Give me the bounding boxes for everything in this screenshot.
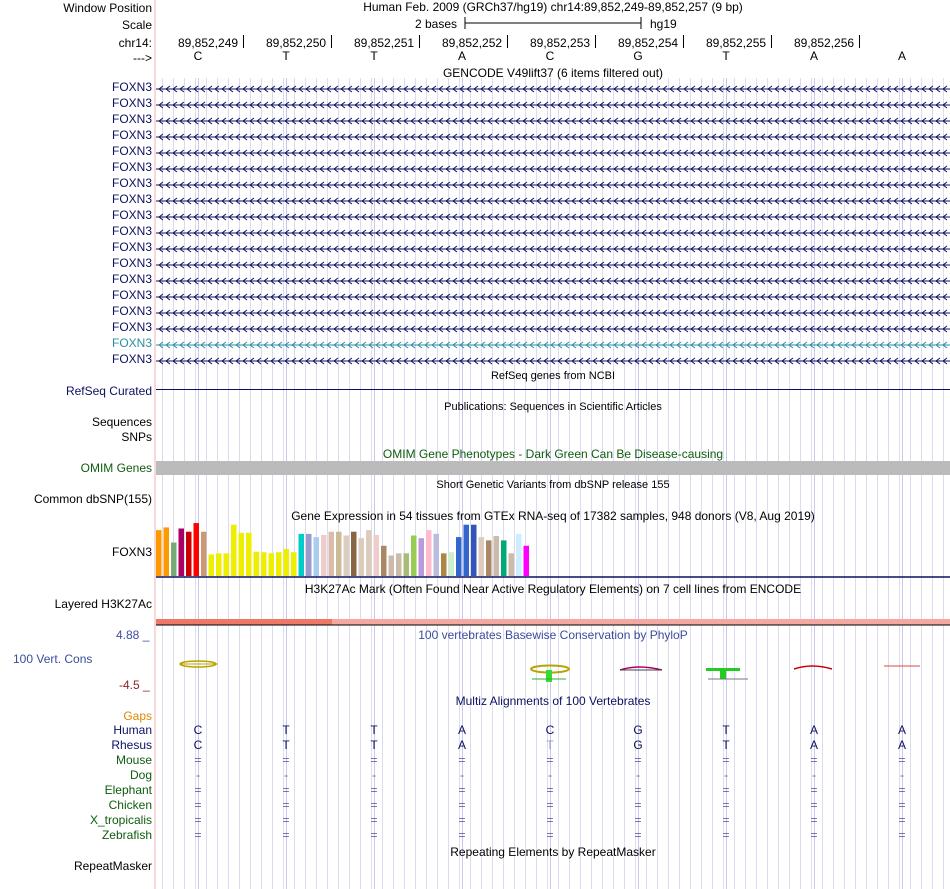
alignment-base: = — [898, 753, 906, 767]
alignment-base: = — [810, 753, 818, 767]
gtex-tissue-bar — [516, 534, 522, 576]
gtex-expression-chart[interactable] — [156, 522, 950, 580]
gencode-gene-label[interactable]: FOXN3 — [111, 256, 152, 270]
gtex-tissue-bar — [336, 532, 342, 576]
alignment-base: = — [370, 828, 378, 842]
scale-bar — [460, 16, 650, 30]
gencode-gene-label[interactable]: FOXN3 — [111, 112, 152, 126]
gtex-tissue-bar — [374, 535, 380, 576]
gtex-tissue-bar — [209, 554, 215, 576]
alignment-base: = — [458, 798, 466, 812]
gtex-tissue-bar — [396, 553, 402, 576]
alignment-base: A — [809, 738, 819, 752]
publications-label-sequences[interactable]: Sequences — [91, 415, 152, 429]
alignment-base: - — [372, 768, 376, 782]
alignment-base: = — [194, 828, 202, 842]
alignment-base: T — [722, 723, 730, 737]
gtex-tissue-bar — [171, 543, 177, 576]
species-label[interactable]: Chicken — [108, 798, 152, 812]
gtex-tissue-bar — [254, 552, 260, 576]
gtex-tissue-bar — [404, 553, 410, 576]
alignment-base: A — [809, 723, 819, 737]
alignment-base: = — [546, 798, 554, 812]
gtex-tissue-bar — [186, 532, 192, 576]
alignment-base: C — [193, 738, 203, 752]
alignment-base: = — [634, 813, 642, 827]
base-letter: A — [809, 49, 819, 63]
alignment-base: = — [282, 813, 290, 827]
refseq-track-title: RefSeq genes from NCBI — [490, 370, 616, 382]
gencode-gene-label[interactable]: FOXN3 — [111, 144, 152, 158]
gtex-tissue-bar — [269, 553, 275, 576]
gtex-tissue-bar — [246, 533, 252, 576]
alignment-base: = — [282, 828, 290, 842]
publications-label-snps[interactable]: SNPs — [121, 430, 152, 444]
species-label[interactable]: X_tropicalis — [89, 813, 152, 827]
base-letter: T — [722, 49, 730, 63]
gtex-tissue-bar — [321, 535, 327, 576]
h3k27ac-label[interactable]: Layered H3K27Ac — [54, 597, 152, 611]
multiz-gaps-label[interactable]: Gaps — [123, 709, 152, 723]
alignment-base: = — [634, 798, 642, 812]
alignment-base: - — [284, 768, 288, 782]
gencode-gene-label[interactable]: FOXN3 — [111, 224, 152, 238]
gencode-gene-label[interactable]: FOXN3 — [111, 336, 152, 350]
multiz-track-title: Multiz Alignments of 100 Vertebrates — [455, 694, 651, 708]
gtex-tissue-bar — [306, 534, 312, 576]
phylop-label[interactable]: 100 Vert. Cons — [13, 652, 93, 666]
gtex-tissue-bar — [224, 553, 230, 576]
alignment-base: = — [194, 753, 202, 767]
base-letter: C — [545, 49, 555, 63]
phylop-max: 4.88 _ — [116, 628, 150, 642]
alignment-base: = — [546, 813, 554, 827]
alignment-base: = — [722, 783, 730, 797]
window-position-value[interactable]: Human Feb. 2009 (GRCh37/hg19) chr14:89,852,249-89,852,257 (9 bp) — [363, 0, 743, 14]
alignment-base: A — [457, 723, 467, 737]
position-tick-label: 89,852,251 — [354, 36, 415, 50]
alignment-base: = — [898, 798, 906, 812]
gtex-tissue-bar — [216, 553, 222, 576]
gtex-tissue-bar — [344, 536, 350, 577]
gtex-tissue-bar — [434, 534, 440, 576]
gencode-gene-label[interactable]: FOXN3 — [111, 288, 152, 302]
gtex-tissue-bar — [291, 552, 297, 576]
alignment-base: - — [724, 768, 728, 782]
gtex-tissue-bar — [381, 546, 387, 576]
position-tick-mark — [595, 35, 596, 48]
alignment-base: = — [634, 753, 642, 767]
strand-label: ---> — [133, 51, 152, 65]
gtex-tissue-bar — [471, 525, 477, 576]
alignment-base: T — [546, 738, 554, 752]
alignment-base: = — [370, 783, 378, 797]
position-tick-label: 89,852,255 — [706, 36, 767, 50]
base-letter: C — [193, 49, 203, 63]
gtex-tissue-bar — [201, 532, 207, 576]
gtex-tissue-bar — [359, 538, 365, 576]
alignment-base: - — [548, 768, 552, 782]
alignment-base: = — [370, 753, 378, 767]
gtex-tissue-bar — [239, 533, 245, 576]
alignment-base: C — [193, 723, 203, 737]
alignment-base: = — [458, 783, 466, 797]
alignment-base: = — [810, 783, 818, 797]
gencode-gene-label[interactable]: FOXN3 — [111, 80, 152, 94]
gtex-label[interactable]: FOXN3 — [111, 545, 152, 559]
alignment-base: A — [897, 738, 907, 752]
alignment-base: = — [458, 753, 466, 767]
alignment-base: - — [196, 768, 200, 782]
position-tick-label: 89,852,250 — [266, 36, 327, 50]
gtex-tissue-bar — [284, 549, 290, 576]
alignment-base: G — [633, 738, 643, 752]
chromosome-label: chr14: — [118, 36, 152, 50]
position-tick-label: 89,852,252 — [442, 36, 503, 50]
alignment-base: = — [634, 828, 642, 842]
gtex-tissue-bar — [314, 537, 320, 576]
h3k27ac-track-title: H3K27Ac Mark (Often Found Near Active Regulatory Elements) on 7 cell lines from ENCODE — [304, 582, 802, 596]
alignment-base: = — [810, 798, 818, 812]
refseq-label[interactable]: RefSeq Curated — [65, 384, 152, 398]
position-tick-mark — [771, 35, 772, 48]
gtex-tissue-bar — [156, 530, 162, 576]
alignment-base: C — [545, 723, 555, 737]
gtex-tissue-bar — [261, 552, 267, 576]
base-letter: T — [370, 49, 378, 63]
gtex-tissue-bar — [179, 528, 185, 576]
alignment-base: T — [282, 723, 290, 737]
alignment-base: T — [722, 738, 730, 752]
h3k27ac-signal[interactable] — [156, 616, 950, 628]
gtex-tissue-bar — [464, 525, 470, 576]
position-tick-label: 89,852,256 — [794, 36, 855, 50]
alignment-base: = — [370, 813, 378, 827]
species-label[interactable]: Zebrafish — [101, 828, 152, 842]
alignment-base: = — [810, 813, 818, 827]
alignment-base: G — [633, 723, 643, 737]
gtex-tissue-bar — [231, 525, 237, 576]
publications-track-title: Publications: Sequences in Scientific Articles — [444, 401, 662, 413]
alignment-base: T — [370, 723, 378, 737]
gencode-gene-label[interactable]: FOXN3 — [111, 96, 152, 110]
gtex-tissue-bar — [366, 530, 372, 576]
gtex-tissue-bar — [509, 553, 515, 576]
gtex-tissue-bar — [164, 527, 170, 576]
gtex-tissue-bar — [479, 537, 485, 576]
position-tick-mark — [331, 35, 332, 48]
alignment-base: = — [282, 798, 290, 812]
scale-bases: 2 bases — [415, 17, 458, 31]
gtex-track-title: Gene Expression in 54 tissues from GTEx RNA-seq of 17382 samples, 948 donors (V8, Aug 2019) — [291, 509, 815, 523]
alignment-base: - — [812, 768, 816, 782]
alignment-base: = — [546, 828, 554, 842]
gencode-gene-label[interactable]: FOXN3 — [111, 240, 152, 254]
alignment-base: = — [282, 783, 290, 797]
species-label[interactable]: Elephant — [104, 783, 152, 797]
gtex-tissue-bar — [276, 552, 282, 576]
alignment-base: A — [457, 738, 467, 752]
gencode-gene-label[interactable]: FOXN3 — [111, 352, 152, 366]
gencode-gene-label[interactable]: FOXN3 — [111, 192, 152, 206]
gtex-tissue-bar — [194, 523, 200, 576]
refseq-line[interactable] — [156, 389, 950, 390]
gencode-track[interactable] — [156, 80, 950, 368]
scale-label: Scale — [121, 18, 152, 32]
alignment-base: = — [634, 783, 642, 797]
omim-label[interactable]: OMIM Genes — [80, 461, 152, 475]
gtex-tissue-bar — [486, 540, 492, 576]
position-tick-label: 89,852,249 — [178, 36, 239, 50]
species-label[interactable]: Rhesus — [111, 738, 152, 752]
alignment-base: = — [898, 783, 906, 797]
gtex-tissue-bar — [419, 538, 425, 576]
position-tick-mark — [243, 35, 244, 48]
base-letter: A — [897, 49, 907, 63]
gtex-tissue-bar — [449, 552, 455, 576]
gtex-tissue-bar — [456, 537, 462, 576]
omim-track-title: OMIM Gene Phenotypes - Dark Green Can Be Disease-causing — [382, 447, 724, 461]
phylop-min: -4.5 _ — [119, 678, 150, 692]
gencode-gene-label[interactable]: FOXN3 — [111, 320, 152, 334]
gencode-gene-label[interactable]: FOXN3 — [111, 304, 152, 318]
alignment-base: = — [194, 798, 202, 812]
alignment-base: = — [370, 798, 378, 812]
gtex-tissue-bar — [441, 553, 447, 576]
alignment-base: = — [898, 813, 906, 827]
window-position-label: Window Position — [63, 1, 152, 15]
species-label[interactable]: Mouse — [115, 753, 152, 767]
gencode-gene-label[interactable]: FOXN3 — [111, 272, 152, 286]
gtex-tissue-bar — [411, 536, 417, 577]
phylop-track-title: 100 vertebrates Basewise Conservation by PhyloP — [418, 628, 688, 642]
gtex-tissue-bar — [351, 532, 357, 576]
alignment-base: - — [636, 768, 640, 782]
species-label[interactable]: Human — [113, 723, 152, 737]
gencode-gene-label[interactable]: FOXN3 — [111, 176, 152, 190]
base-letter: A — [457, 49, 467, 63]
position-tick-mark — [683, 35, 684, 48]
gencode-gene-label[interactable]: FOXN3 — [111, 160, 152, 174]
alignment-base: = — [194, 813, 202, 827]
gencode-track-title: GENCODE V49lift37 (6 items filtered out) — [442, 66, 664, 80]
phylop-plot[interactable] — [156, 655, 950, 689]
alignment-base: = — [458, 828, 466, 842]
position-tick-mark — [419, 35, 420, 48]
alignment-base: T — [370, 738, 378, 752]
alignment-base: = — [722, 813, 730, 827]
position-tick-label: 89,852,254 — [618, 36, 679, 50]
alignment-base: = — [898, 828, 906, 842]
omim-gene-bar[interactable] — [156, 461, 950, 475]
base-letter: T — [282, 49, 290, 63]
alignment-base: T — [282, 738, 290, 752]
alignment-base: = — [722, 753, 730, 767]
dbsnp-label[interactable]: Common dbSNP(155) — [33, 492, 152, 506]
alignment-base: - — [460, 768, 464, 782]
gtex-tissue-bar — [389, 555, 395, 576]
alignment-base: = — [722, 798, 730, 812]
position-tick-label: 89,852,253 — [530, 36, 591, 50]
alignment-base: = — [810, 828, 818, 842]
alignment-base: A — [897, 723, 907, 737]
position-tick-mark — [859, 35, 860, 48]
base-letter: G — [633, 49, 643, 63]
dbsnp-track-title: Short Genetic Variants from dbSNP release 155 — [436, 479, 670, 491]
alignment-base: = — [722, 828, 730, 842]
alignment-base: = — [546, 753, 554, 767]
gtex-tissue-bar — [299, 534, 305, 576]
gtex-tissue-bar — [501, 540, 507, 576]
alignment-base: = — [282, 753, 290, 767]
scale-assembly: hg19 — [650, 17, 677, 31]
gencode-gene-label[interactable]: FOXN3 — [111, 128, 152, 142]
repeatmasker-track-title: Repeating Elements by RepeatMasker — [450, 845, 656, 859]
species-label[interactable]: Dog — [129, 768, 152, 782]
alignment-base: - — [900, 768, 904, 782]
alignment-base: = — [458, 813, 466, 827]
gtex-tissue-bar — [524, 546, 530, 576]
repeatmasker-label[interactable]: RepeatMasker — [73, 859, 152, 873]
alignment-base: = — [546, 783, 554, 797]
gtex-tissue-bar — [329, 532, 335, 576]
alignment-base: = — [194, 783, 202, 797]
position-tick-mark — [507, 35, 508, 48]
gtex-tissue-bar — [426, 530, 432, 576]
gtex-tissue-bar — [494, 536, 500, 576]
gencode-gene-label[interactable]: FOXN3 — [111, 208, 152, 222]
